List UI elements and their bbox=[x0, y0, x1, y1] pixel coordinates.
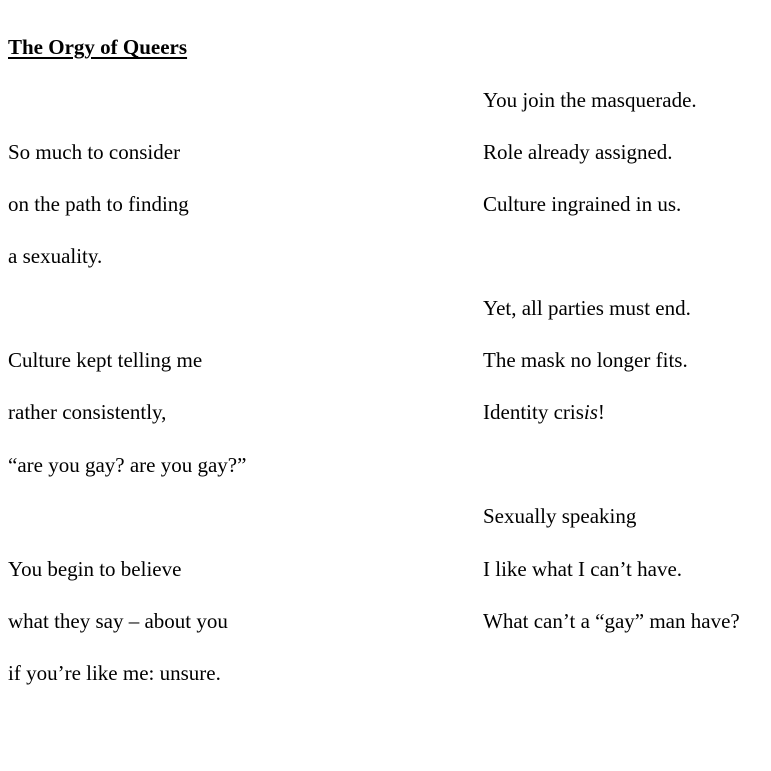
poem-line: You join the masquerade. bbox=[483, 88, 697, 112]
poem-line: Role already assigned. bbox=[483, 140, 673, 164]
line-text-italic: is bbox=[583, 400, 598, 424]
poem-line: rather consistently, bbox=[8, 400, 167, 424]
poem-line: What can’t a “gay” man have? bbox=[483, 609, 740, 633]
poem-line: The mask no longer fits. bbox=[483, 348, 688, 372]
poem-line: on the path to finding bbox=[8, 192, 189, 216]
poem-line: Culture kept telling me bbox=[8, 348, 203, 372]
poem-line: a sexuality. bbox=[8, 244, 103, 268]
line-text-prefix: Identity cris bbox=[483, 400, 584, 424]
poem-line: Yet, all parties must end. bbox=[483, 296, 691, 320]
poem-line-identity-crisis bbox=[483, 399, 605, 425]
poem-line: So much to consider bbox=[8, 140, 181, 164]
line-text-suffix: ! bbox=[597, 400, 605, 424]
poem-line: Sexually speaking bbox=[483, 504, 637, 528]
poem-line: Culture ingrained in us. bbox=[483, 192, 682, 216]
poem-line: You begin to believe bbox=[8, 557, 182, 581]
poem-line: I like what I can’t have. bbox=[483, 557, 683, 581]
poem-line: what they say – about you bbox=[8, 609, 228, 633]
poem-line: “are you gay? are you gay?” bbox=[8, 453, 247, 477]
poem-title: The Orgy of Queers bbox=[8, 35, 188, 59]
poem-line: if you’re like me: unsure. bbox=[8, 661, 221, 685]
